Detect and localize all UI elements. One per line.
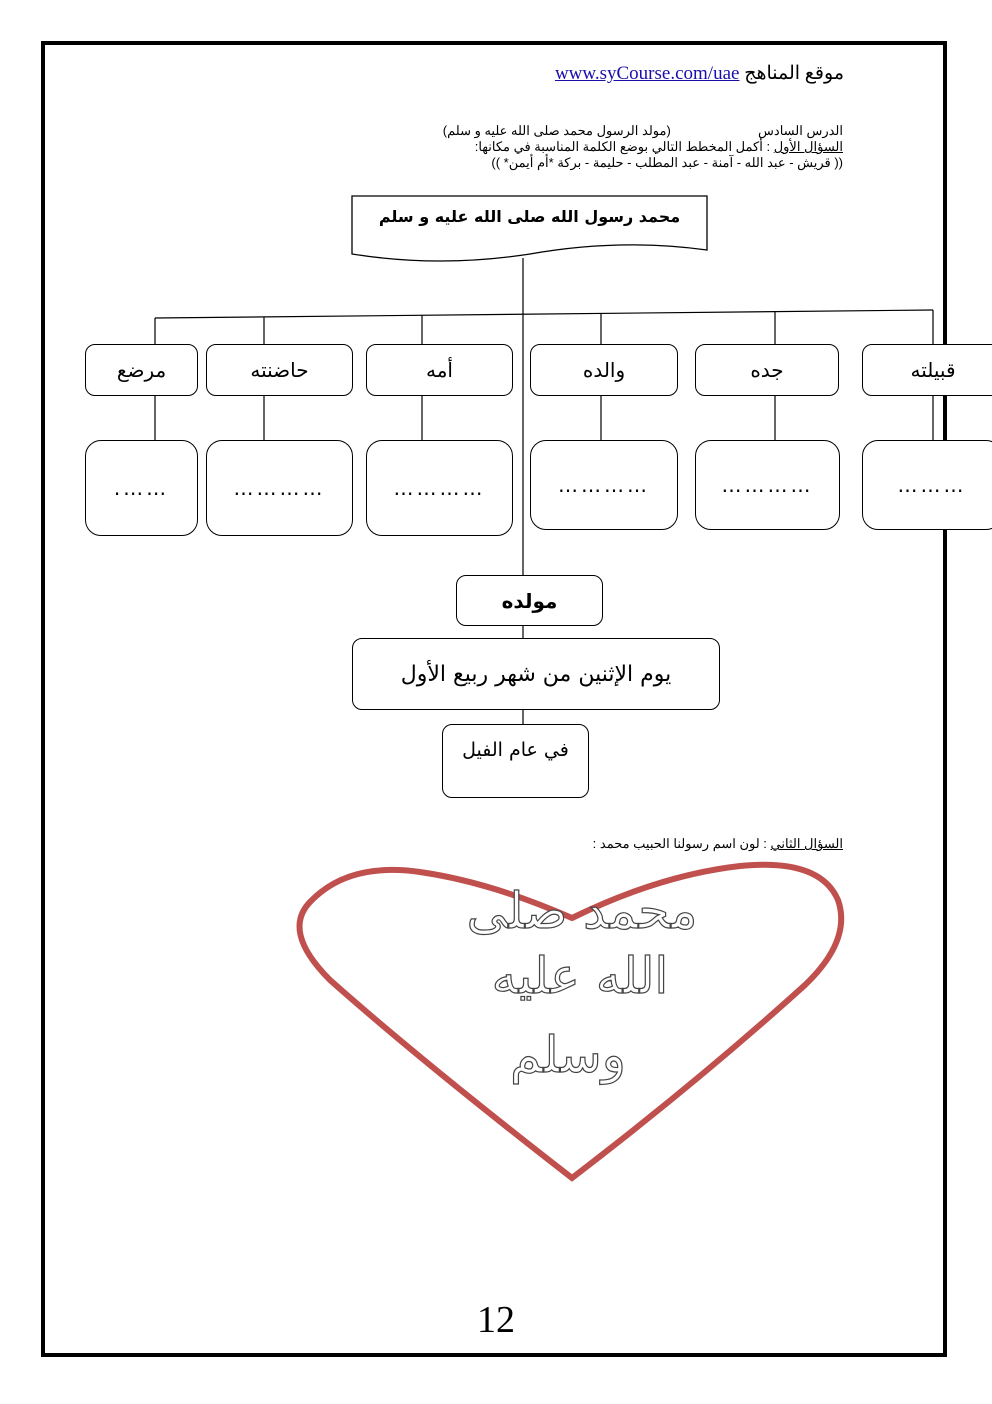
answer-blank-wet-nurse[interactable]: ……. bbox=[85, 440, 198, 536]
question-2-text: : لون اسم رسولنا الحبيب محمد : bbox=[592, 836, 771, 851]
question-1-label: السؤال الأول bbox=[773, 139, 843, 154]
category-grandfather: جده bbox=[695, 344, 839, 396]
root-title: محمد رسول الله صلى الله عليه و سلم bbox=[378, 207, 681, 226]
category-mother: أمه bbox=[366, 344, 513, 396]
lesson-number: الدرس السادس bbox=[758, 123, 843, 138]
answer-blank-father[interactable]: ………… bbox=[530, 440, 678, 530]
category-wet-nurse: مرضع bbox=[85, 344, 198, 396]
page-number: 12 bbox=[477, 1299, 515, 1341]
birth-label-box: مولده bbox=[456, 575, 603, 626]
birth-day-box: يوم الإثنين من شهر ربيع الأول bbox=[352, 638, 720, 710]
answer-blank-nanny[interactable]: ………… bbox=[206, 440, 353, 536]
site-url-link[interactable]: www.syCourse.com/uae bbox=[554, 63, 740, 84]
answer-blank-grandfather[interactable]: ………… bbox=[695, 440, 840, 530]
category-father: والده bbox=[530, 344, 678, 396]
answer-blank-mother[interactable]: ………… bbox=[366, 440, 513, 536]
birth-year-box: في عام الفيل bbox=[442, 724, 589, 798]
lesson-title: (مولد الرسول محمد صلى الله عليه و سلم) bbox=[442, 123, 671, 138]
category-nanny: حاضنته bbox=[206, 344, 353, 396]
question-1-text: : أكمل المخطط التالي بوضع الكلمة المناسبة في مكانها: bbox=[474, 139, 774, 154]
heart-line-3: وسلم bbox=[510, 1026, 626, 1084]
heart-line-1: محمد صلى bbox=[466, 882, 698, 940]
heart-line-2: الله عليه bbox=[491, 947, 669, 1005]
category-tribe: قبيلته bbox=[862, 344, 992, 396]
site-label: موقع المناهج bbox=[744, 63, 844, 84]
question-2-label: السؤال الثاني bbox=[770, 836, 843, 851]
answer-blank-tribe[interactable]: ……… bbox=[862, 440, 992, 530]
word-bank: (( قريش - عبد الله - آمنة - عبد المطلب - حليمة - بركة *أم أيمن* )) bbox=[491, 155, 843, 170]
